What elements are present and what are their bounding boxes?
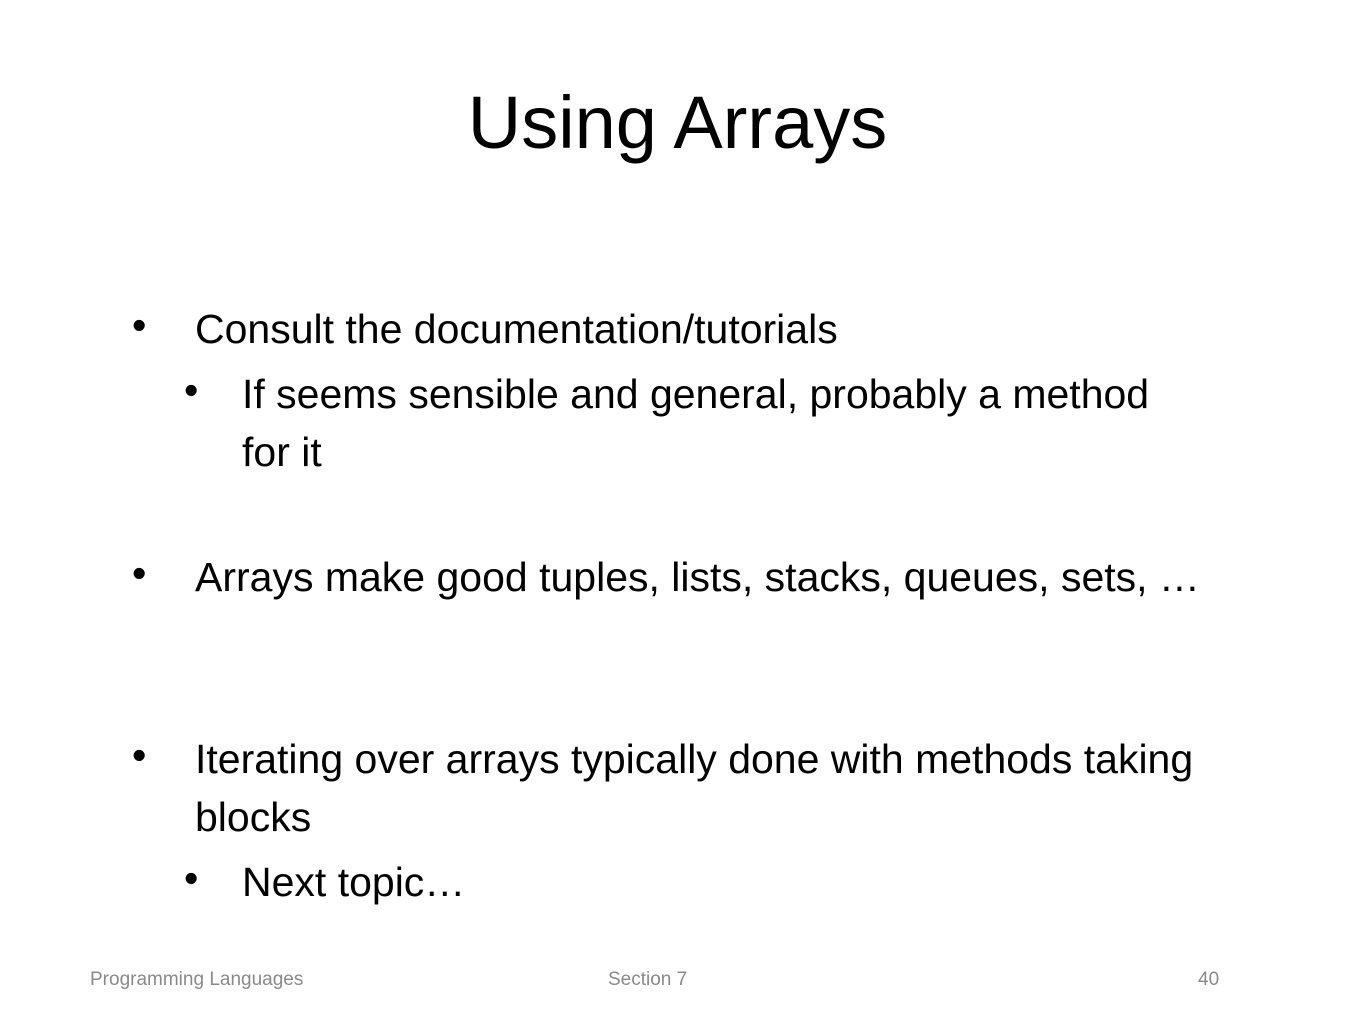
bullet-dot-icon: • <box>132 732 147 778</box>
bullet-item <box>132 548 1235 606</box>
sub-bullet-item <box>184 853 1242 911</box>
footer-page-number: 40 <box>1198 969 1220 990</box>
bullet-text: Arrays make good tuples, lists, stacks, queues, sets, … <box>195 554 1200 600</box>
bullet-dot-icon: • <box>132 550 147 596</box>
bullet-dot-icon: • <box>132 302 147 348</box>
bullet-text: Consult the documentation/tutorials <box>195 306 838 352</box>
bullet-item <box>132 300 1275 358</box>
bullet-dot-icon: • <box>184 367 199 413</box>
bullet-text: Iterating over arrays typically done with methods taking blocks <box>195 736 1194 840</box>
footer-section: Section 7 <box>608 969 688 990</box>
bullet-item <box>132 730 1255 846</box>
bullet-text: Next topic… <box>242 859 466 905</box>
sub-bullet-item <box>184 365 1172 481</box>
slide-title: Using Arrays <box>467 81 888 164</box>
bullet-text: If seems sensible and general, probably a method for it <box>242 371 1150 475</box>
bullet-dot-icon: • <box>184 855 199 901</box>
footer-course: Programming Languages <box>90 969 304 990</box>
